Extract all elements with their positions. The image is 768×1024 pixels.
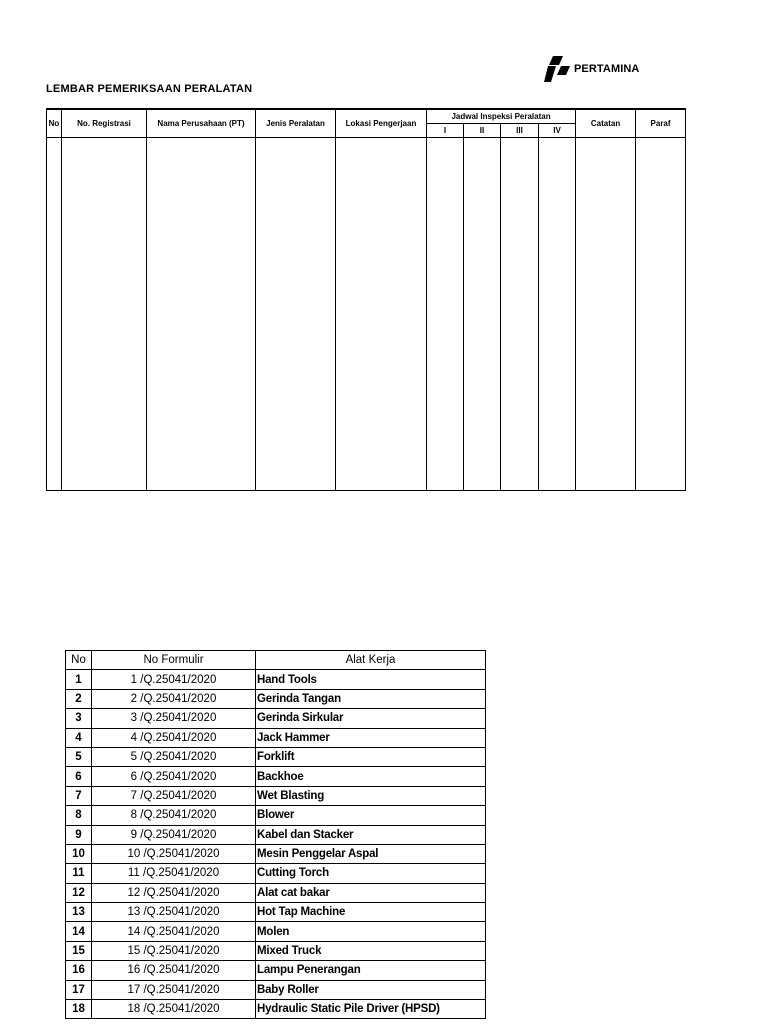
row-formulir: 13 /Q.25041/2020 — [92, 903, 256, 922]
row-alat: Backhoe — [256, 767, 486, 786]
row-alat: Jack Hammer — [256, 728, 486, 747]
row-formulir: 18 /Q.25041/2020 — [92, 1000, 256, 1019]
table-row — [66, 728, 486, 747]
pertamina-logo — [543, 55, 639, 83]
document-title: LEMBAR PEMERIKSAAN PERALATAN — [46, 83, 253, 95]
row-formulir: 2 /Q.25041/2020 — [92, 689, 256, 708]
header-jadwal-iv: IV — [539, 124, 576, 138]
row-no: 15 — [66, 941, 92, 960]
table-row — [66, 883, 486, 902]
alat-header-formulir: No Formulir — [92, 651, 256, 670]
row-formulir: 5 /Q.25041/2020 — [92, 747, 256, 766]
header-registrasi: No. Registrasi — [62, 109, 147, 138]
row-formulir: 11 /Q.25041/2020 — [92, 864, 256, 883]
header-jenis: Jenis Peralatan — [256, 109, 336, 138]
row-alat: Gerinda Tangan — [256, 689, 486, 708]
inspection-table — [46, 108, 686, 491]
row-no: 1 — [66, 670, 92, 689]
row-formulir: 15 /Q.25041/2020 — [92, 941, 256, 960]
row-alat: Gerinda Sirkular — [256, 709, 486, 728]
table-row — [66, 864, 486, 883]
cell-jadwal-iv — [539, 138, 576, 491]
row-no: 9 — [66, 825, 92, 844]
table-row — [66, 825, 486, 844]
cell-jenis — [256, 138, 336, 491]
alat-header-alat: Alat Kerja — [256, 651, 486, 670]
row-no: 11 — [66, 864, 92, 883]
row-alat: Kabel dan Stacker — [256, 825, 486, 844]
cell-jadwal-i — [427, 138, 464, 491]
cell-registrasi — [62, 138, 147, 491]
row-no: 2 — [66, 689, 92, 708]
header-jadwal-ii: II — [464, 124, 501, 138]
table-row — [66, 689, 486, 708]
table-row — [66, 844, 486, 863]
header-jadwal: Jadwal Inspeksi Peralatan — [427, 109, 576, 124]
row-formulir: 14 /Q.25041/2020 — [92, 922, 256, 941]
row-alat: Forklift — [256, 747, 486, 766]
row-formulir: 7 /Q.25041/2020 — [92, 786, 256, 805]
pertamina-logo-icon — [543, 55, 571, 83]
table-row — [66, 786, 486, 805]
header-paraf: Paraf — [636, 109, 686, 138]
alat-table-body — [66, 670, 486, 1019]
cell-perusahaan — [147, 138, 256, 491]
table-row — [66, 941, 486, 960]
row-formulir: 9 /Q.25041/2020 — [92, 825, 256, 844]
row-alat: Hot Tap Machine — [256, 903, 486, 922]
row-formulir: 12 /Q.25041/2020 — [92, 883, 256, 902]
row-formulir: 6 /Q.25041/2020 — [92, 767, 256, 786]
row-no: 13 — [66, 903, 92, 922]
row-formulir: 17 /Q.25041/2020 — [92, 980, 256, 999]
row-no: 10 — [66, 844, 92, 863]
table-row — [66, 922, 486, 941]
row-no: 12 — [66, 883, 92, 902]
header-lokasi: Lokasi Pengerjaan — [336, 109, 427, 138]
cell-lokasi — [336, 138, 427, 491]
alat-kerja-table — [65, 650, 486, 1019]
cell-jadwal-ii — [464, 138, 501, 491]
row-alat: Mixed Truck — [256, 941, 486, 960]
row-no: 6 — [66, 767, 92, 786]
row-alat: Alat cat bakar — [256, 883, 486, 902]
table-row — [66, 961, 486, 980]
row-alat: Blower — [256, 806, 486, 825]
cell-paraf — [636, 138, 686, 491]
row-no: 16 — [66, 961, 92, 980]
row-no: 8 — [66, 806, 92, 825]
header-perusahaan: Nama Perusahaan (PT) — [147, 109, 256, 138]
row-alat: Hand Tools — [256, 670, 486, 689]
row-alat: Lampu Penerangan — [256, 961, 486, 980]
row-formulir: 4 /Q.25041/2020 — [92, 728, 256, 747]
row-formulir: 3 /Q.25041/2020 — [92, 709, 256, 728]
table-row — [66, 806, 486, 825]
row-alat: Baby Roller — [256, 980, 486, 999]
cell-catatan — [576, 138, 636, 491]
table-row — [66, 1000, 486, 1019]
brand-name: PERTAMINA — [574, 63, 640, 75]
cell-jadwal-iii — [501, 138, 539, 491]
table-row — [66, 980, 486, 999]
row-alat: Cutting Torch — [256, 864, 486, 883]
header-jadwal-i: I — [427, 124, 464, 138]
row-no: 17 — [66, 980, 92, 999]
inspection-body-row — [47, 138, 686, 491]
row-alat: Molen — [256, 922, 486, 941]
row-formulir: 16 /Q.25041/2020 — [92, 961, 256, 980]
row-no: 3 — [66, 709, 92, 728]
table-row — [66, 903, 486, 922]
row-no: 4 — [66, 728, 92, 747]
row-no: 5 — [66, 747, 92, 766]
row-alat: Wet Blasting — [256, 786, 486, 805]
row-no: 7 — [66, 786, 92, 805]
table-row — [66, 747, 486, 766]
table-row — [66, 709, 486, 728]
table-row — [66, 767, 486, 786]
cell-no — [47, 138, 62, 491]
table-row — [66, 670, 486, 689]
row-alat: Mesin Penggelar Aspal — [256, 844, 486, 863]
header-no: No — [47, 109, 62, 138]
row-formulir: 10 /Q.25041/2020 — [92, 844, 256, 863]
row-formulir: 1 /Q.25041/2020 — [92, 670, 256, 689]
row-no: 18 — [66, 1000, 92, 1019]
header-catatan: Catatan — [576, 109, 636, 138]
row-alat: Hydraulic Static Pile Driver (HPSD) — [256, 1000, 486, 1019]
alat-header-no: No — [66, 651, 92, 670]
row-formulir: 8 /Q.25041/2020 — [92, 806, 256, 825]
row-no: 14 — [66, 922, 92, 941]
header-jadwal-iii: III — [501, 124, 539, 138]
